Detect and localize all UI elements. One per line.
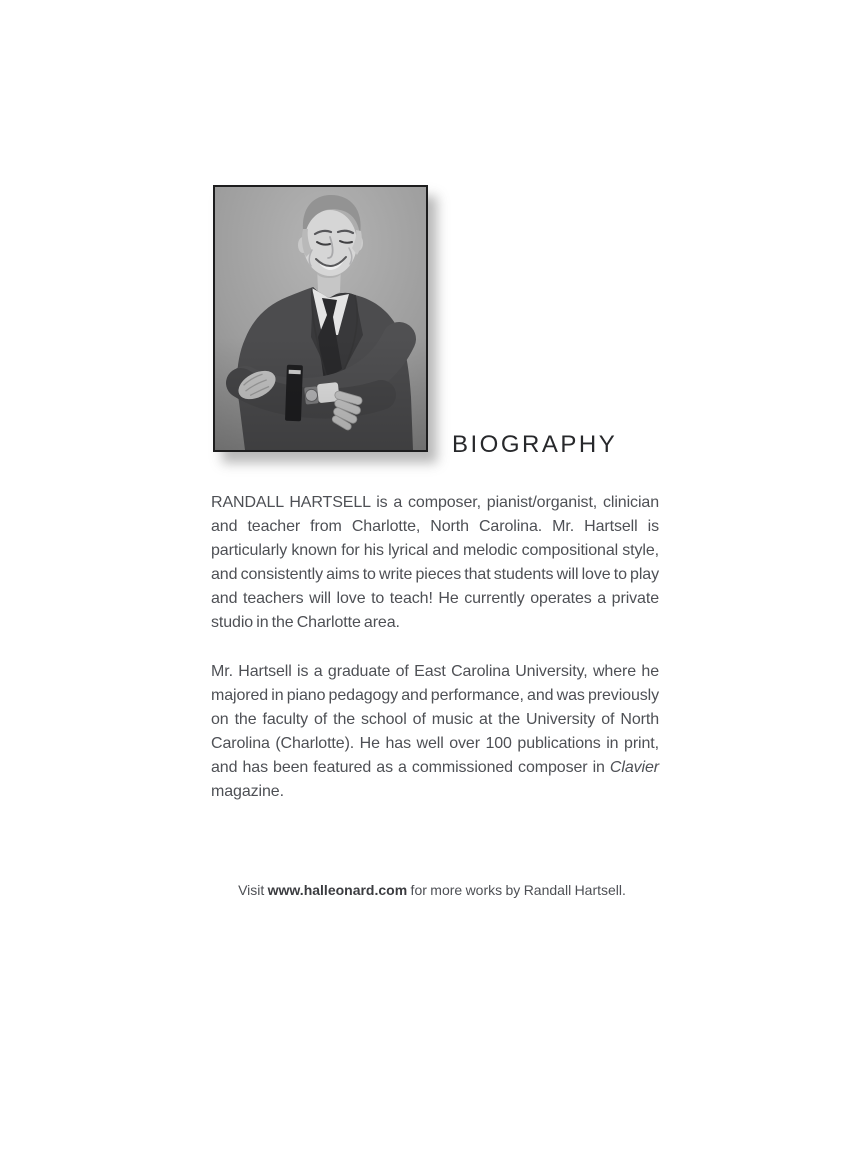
portrait-photo xyxy=(213,185,428,452)
clavier-magazine-title: Clavier xyxy=(609,759,659,776)
page-title: BIOGRAPHY xyxy=(452,431,618,458)
bio-paragraph-2 xyxy=(211,660,659,804)
bio-paragraph-2-text: Mr. Hartsell is a graduate of East Carolina University, where he majored in piano pedagogy and performance, and was previously on the faculty of the school of music at the University of North Carolina (Charlotte). He has well over 100 publications in print, and has been featured as a commissioned composer in xyxy=(211,663,659,776)
halleonard-url: www.halleonard.com xyxy=(267,882,408,898)
portrait-illustration xyxy=(215,187,426,450)
bio-paragraph-1: RANDALL HARTSELL is a composer, pianist/organist, clinician and teacher from Charlotte, North Carolina. Mr. Hartsell is particularly known for his lyrical and melodic compositional style, and consistently aims to write pieces that students will love to play and teachers will love to teach! He currently operates a private studio in the Charlotte area. xyxy=(211,494,659,631)
footer-note xyxy=(0,882,864,898)
biography-text xyxy=(211,491,659,804)
footer-suffix: for more works by Randall Hartsell. xyxy=(407,882,626,898)
bio-paragraph-2-end: magazine. xyxy=(211,783,284,800)
photo-vignette xyxy=(215,337,426,450)
footer-prefix: Visit xyxy=(238,882,268,898)
